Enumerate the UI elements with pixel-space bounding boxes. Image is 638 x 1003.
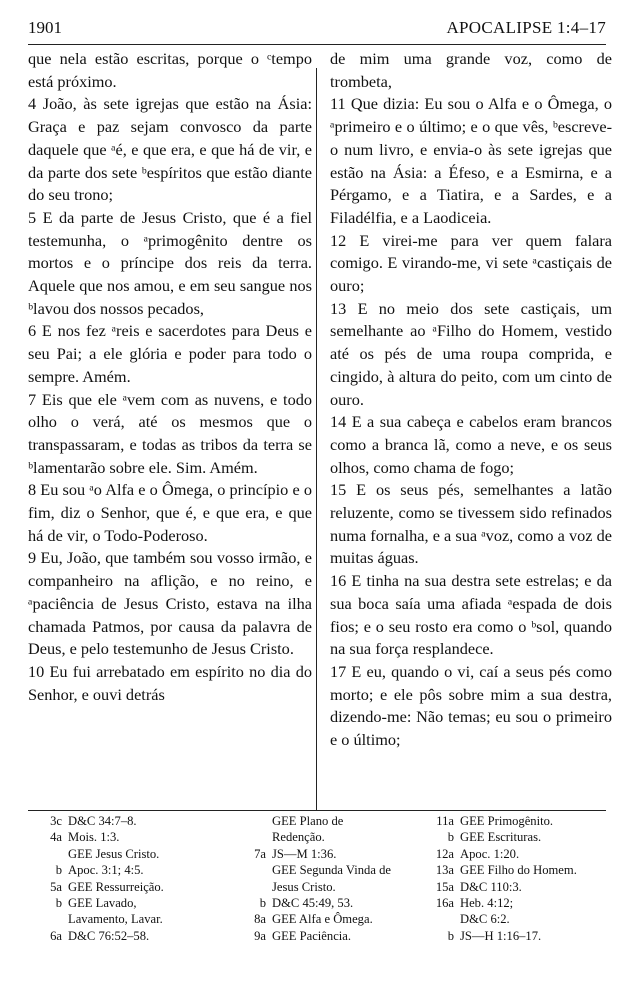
verse-paragraph: 7 Eis que ele ᵃvem com as nuvens, e todo olho o verá, até os mesmos que o transpassaram, e todas as tribos da terra se ᵇlamentarão sobre ele. Sim. Amém. xyxy=(28,389,312,477)
footnote-text: Heb. 4:12; xyxy=(460,895,514,910)
footnote-text: D&C 110:3. xyxy=(460,879,522,894)
footnote-key: 5a xyxy=(50,879,62,894)
footnote-key: 13a xyxy=(435,863,454,878)
footnote-key: b xyxy=(447,928,454,943)
verse-paragraph: 9 Eu, João, que também sou vosso irmão, e companheiro na aflição, e no reino, e ᵃpaciência de Jesus Cristo, estava na ilha chamada Patmos, por causa da palavra de Deus, e pelo testemunho de Jesus Cristo. xyxy=(28,548,312,659)
footnote-column-3 xyxy=(420,813,620,944)
footnote-text: Lavamento, Lavar. xyxy=(68,912,163,927)
footnote-entry xyxy=(232,928,422,944)
footnote-entry xyxy=(28,911,228,927)
footnote-text: D&C 6:2. xyxy=(460,912,510,927)
verse-paragraph: 11 Que dizia: Eu sou o Alfa e o Ômega, o ᵃprimeiro e o último; e o que vês, ᵇescreve-o num livro, e envia-o às sete igrejas que estão na Ásia: a Éfeso, e a Esmirna, e a Pérgamo, e a Tiatira, e a Sardes, e a Filadélfia, e a Laodiceia. xyxy=(330,94,612,227)
footnote-entry xyxy=(420,928,620,944)
footnote-entry xyxy=(420,879,620,895)
footnote-column-1 xyxy=(28,813,228,944)
footnote-entry xyxy=(28,813,228,829)
column-divider xyxy=(316,68,317,810)
verse-paragraph: 14 E a sua cabeça e cabelos eram brancos como a branca lã, como a neve, e os seus olhos, como chama de fogo; xyxy=(330,412,612,477)
right-text-column xyxy=(330,48,612,752)
footnote-column-2 xyxy=(232,813,422,944)
verse-paragraph: que nela estão escritas, porque o ᶜtempo está próximo. xyxy=(28,49,312,91)
footnote-entry xyxy=(232,829,422,845)
verse-paragraph: 10 Eu fui arrebatado em espírito no dia do Senhor, e ouvi detrás xyxy=(28,661,312,704)
footnote-text: D&C 76:52–58. xyxy=(68,928,150,943)
footnote-entry xyxy=(28,846,228,862)
footnote-key: 4a xyxy=(50,830,62,845)
footnote-key: 9a xyxy=(254,928,266,943)
footnote-text: GEE Filho do Homem. xyxy=(460,863,577,878)
verse-paragraph: 17 E eu, quando o vi, caí a seus pés como morto; e ele pôs sobre mim a sua destra, dizendo-me: Não temas; eu sou o primeiro e o último; xyxy=(330,661,612,750)
footnote-rule xyxy=(28,810,606,811)
verse-paragraph: 13 E no meio dos sete castiçais, um semelhante ao ᵃFilho do Homem, vestido até os pés de uma roupa comprida, e cingido, à altura do peito, com um cinto de ouro. xyxy=(330,298,612,409)
verse-paragraph: 15 E os seus pés, semelhantes a latão reluzente, como se tivessem sido refinados numa fornalha, e a sua ᵃvoz, como a voz de muitas águas. xyxy=(330,480,612,568)
footnote-entry xyxy=(420,813,620,829)
footnote-key: 7a xyxy=(254,846,266,861)
left-text-column xyxy=(28,48,312,706)
footnote-key: 3c xyxy=(50,814,62,828)
verse-paragraph: 8 Eu sou ᵃo Alfa e o Ômega, o princípio e o fim, diz o Senhor, que é, e que era, e que há de vir, o Todo-Poderoso. xyxy=(28,480,312,545)
verse-paragraph: 5 E da parte de Jesus Cristo, que é a fiel testemunha, o ᵃprimogênito dentre os mortos e o príncipe dos reis da terra. Aquele que nos amou, e em seu sangue nos ᵇlavou dos nossos pecados, xyxy=(28,207,312,318)
footnote-entry xyxy=(28,862,228,878)
footnote-text: GEE Ressurreição. xyxy=(68,879,164,894)
footnote-entry xyxy=(420,895,620,911)
footnote-key: 8a xyxy=(254,912,266,927)
footnote-key: 11a xyxy=(436,814,454,828)
footnote-text: Mois. 1:3. xyxy=(68,830,120,845)
page-number: 1901 xyxy=(28,18,62,37)
footnote-text: GEE Jesus Cristo. xyxy=(68,846,160,861)
footnote-key: b xyxy=(55,863,62,878)
footnote-text: Jesus Cristo. xyxy=(272,879,336,894)
footnote-key: 6a xyxy=(50,928,62,943)
footnote-entry xyxy=(232,879,422,895)
page-header xyxy=(28,18,606,44)
footnote-text: GEE Primogênito. xyxy=(460,814,554,828)
header-rule xyxy=(28,44,606,45)
footnote-text: GEE Paciência. xyxy=(272,928,352,943)
footnote-entry xyxy=(232,862,422,878)
footnote-key: b xyxy=(259,895,266,910)
footnote-text: GEE Alfa e Ômega. xyxy=(272,912,373,927)
footnote-text: D&C 45:49, 53. xyxy=(272,895,354,910)
footnote-entry xyxy=(420,829,620,845)
footnote-text: Redenção. xyxy=(272,830,325,845)
footnote-text: JS—H 1:16–17. xyxy=(460,928,542,943)
running-head-reference: APOCALIPSE 1:4–17 xyxy=(446,18,606,37)
footnote-text: Apoc. 1:20. xyxy=(460,846,520,861)
footnote-entry xyxy=(232,911,422,927)
footnote-text: GEE Lavado, xyxy=(68,895,137,910)
footnote-text: D&C 34:7–8. xyxy=(68,814,137,828)
verse-paragraph: 12 E virei-me para ver quem falara comigo. E virando-me, vi sete ᵃcastiçais de ouro; xyxy=(330,230,612,296)
footnote-text: GEE Plano de xyxy=(272,814,344,828)
verse-paragraph: 4 João, às sete igrejas que estão na Ásia: Graça e paz sejam convosco da parte daquele que ᵃé, e que era, e que há de vir, e da parte dos sete ᵇespíritos que estão diante do seu trono; xyxy=(28,94,312,205)
footnote-key: 12a xyxy=(435,846,454,861)
footnote-text: GEE Segunda Vinda de xyxy=(272,863,391,878)
footnote-entry xyxy=(232,895,422,911)
footnote-key: 15a xyxy=(435,879,454,894)
footnote-entry xyxy=(28,829,228,845)
verse-paragraph: de mim uma grande voz, como de trombeta, xyxy=(330,49,612,91)
footnote-entry xyxy=(28,879,228,895)
footnote-key: b xyxy=(447,830,454,845)
footnote-entry xyxy=(420,846,620,862)
footnote-entry xyxy=(232,846,422,862)
footnote-text: Apoc. 3:1; 4:5. xyxy=(68,863,144,878)
footnote-text: JS—M 1:36. xyxy=(272,846,337,861)
verse-paragraph: 6 E nos fez ᵃreis e sacerdotes para Deus e seu Pai; a ele glória e poder para todo o sempre. Amém. xyxy=(28,321,312,386)
verse-paragraph: 16 E tinha na sua destra sete estrelas; e da sua boca saía uma afiada ᵃespada de dois fios; e o seu rosto era como o ᵇsol, quando na sua força resplandece. xyxy=(330,571,612,659)
footnote-key: 16a xyxy=(435,895,454,910)
footnote-entry xyxy=(420,911,620,927)
footnote-key: b xyxy=(55,895,62,910)
footnote-entry xyxy=(28,928,228,944)
footnote-entry xyxy=(28,895,228,911)
footnote-entry xyxy=(232,813,422,829)
footnote-entry xyxy=(420,862,620,878)
footnote-text: GEE Escrituras. xyxy=(460,830,542,845)
